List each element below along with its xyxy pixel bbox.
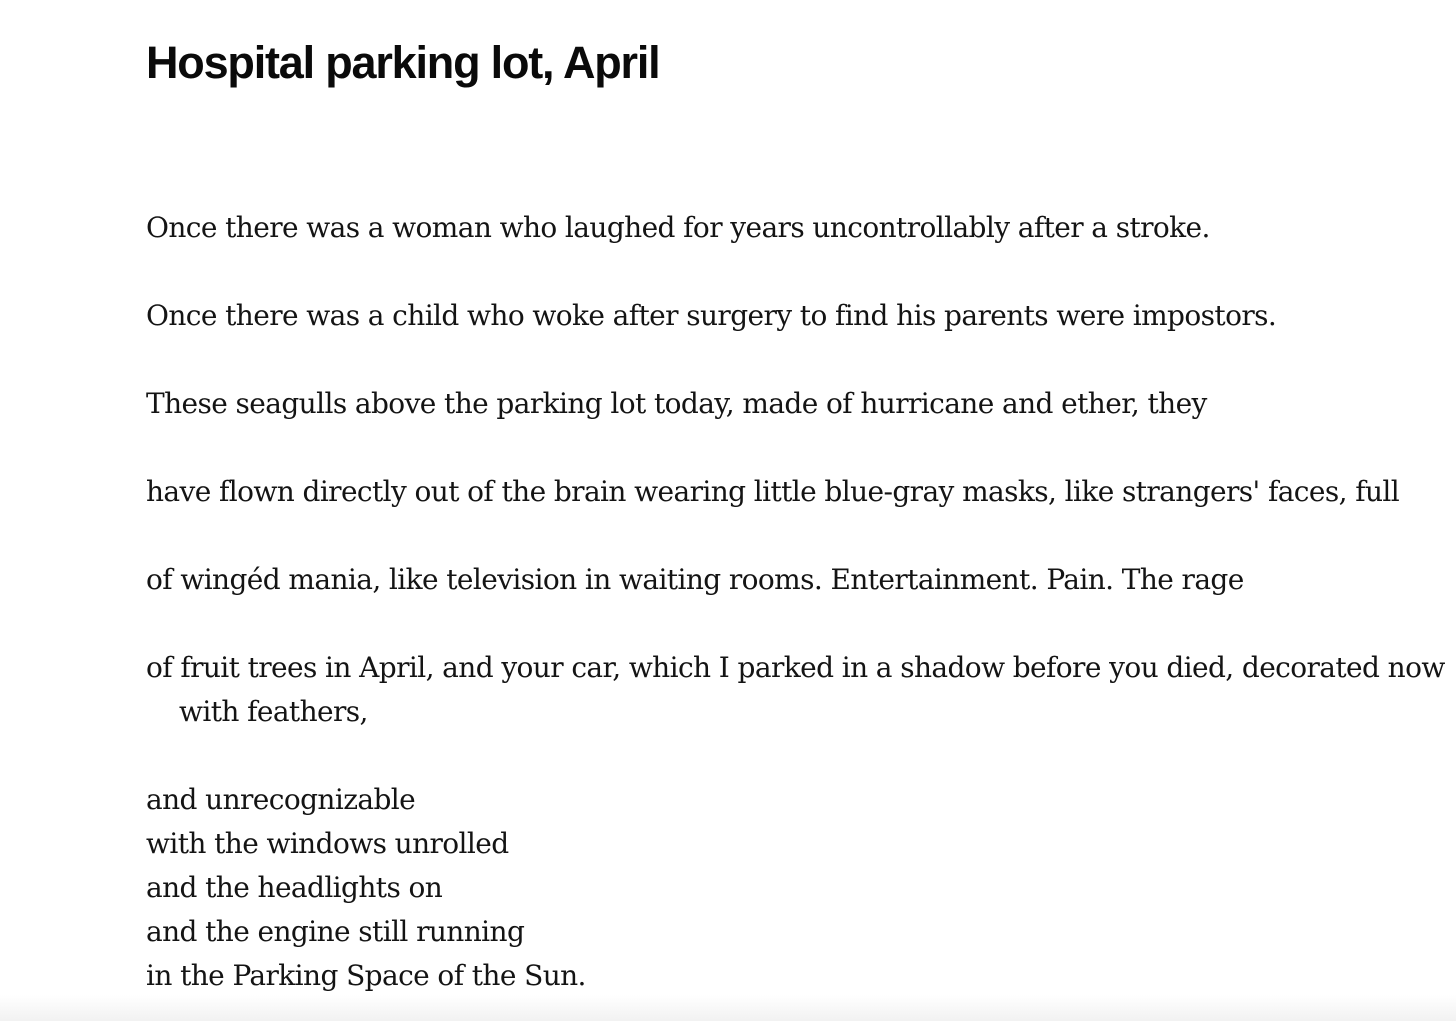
poem-line: and the headlights on: [146, 871, 443, 904]
bottom-shade: [0, 995, 1456, 1021]
poem-line: and unrecognizable: [146, 783, 416, 816]
poem-line: of fruit trees in April, and your car, which I parked in a shadow before you died, decorated now: [146, 651, 1445, 684]
poem-line: Once there was a child who woke after surgery to find his parents were impostors.: [146, 299, 1277, 332]
poem-line: Once there was a woman who laughed for years uncontrollably after a stroke.: [146, 211, 1210, 244]
poem-line: and the engine still running: [146, 915, 525, 948]
poem-line: These seagulls above the parking lot today, made of hurricane and ether, they: [146, 387, 1207, 420]
poem-line-continuation: with feathers,: [179, 695, 368, 728]
poem-line: of wingéd mania, like television in waiting rooms. Entertainment. Pain. The rage: [146, 563, 1244, 596]
poem-title: Hospital parking lot, April: [146, 37, 660, 88]
poem-line: have flown directly out of the brain wearing little blue-gray masks, like strangers' faces, full: [146, 475, 1400, 508]
poem-line: in the Parking Space of the Sun.: [146, 959, 586, 992]
poem-line: with the windows unrolled: [146, 827, 509, 860]
